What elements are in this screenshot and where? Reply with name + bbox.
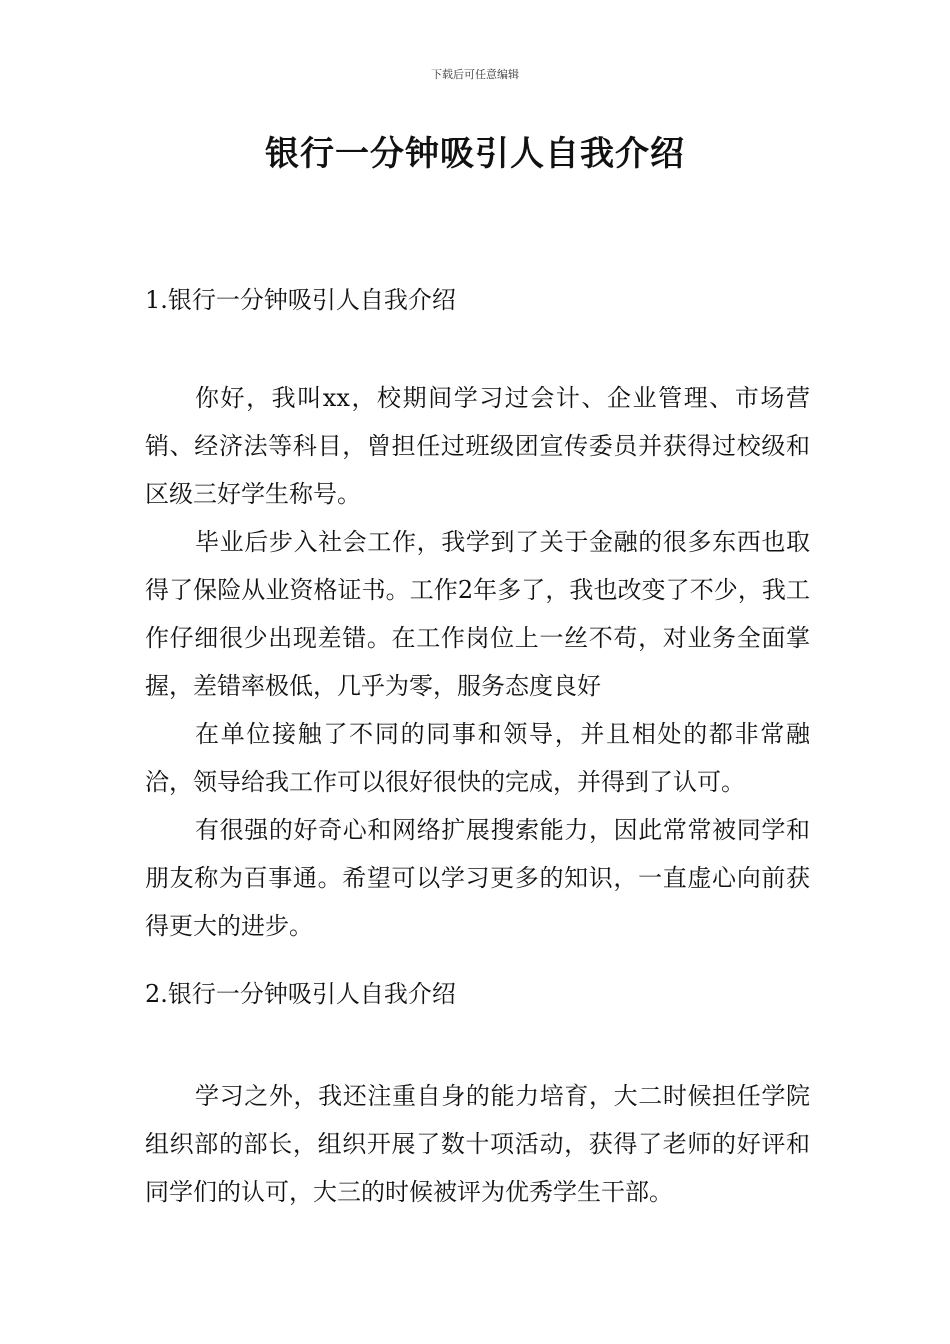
document-title: 银行一分钟吸引人自我介绍 — [265, 134, 685, 174]
header-note: 下载后可任意编辑 — [431, 68, 519, 81]
section-2-body — [145, 1072, 810, 1216]
section-heading-1: 1.银行一分钟吸引人自我介绍 — [145, 286, 456, 314]
paragraph: 有很强的好奇心和网络扩展搜索能力，因此常常被同学和朋友称为百事通。希望可以学习更多的知识，一直虚心向前获得更大的进步。 — [145, 816, 810, 940]
paragraph: 毕业后步入社会工作，我学到了关于金融的很多东西也取得了保险从业资格证书。工作2年多了，我也改变了不少，我工作仔细很少出现差错。在工作岗位上一丝不苟，对业务全面掌握，差错率极低，几乎为零，服务态度良好 — [145, 528, 810, 700]
paragraph: 你好，我叫xx，校期间学习过会计、企业管理、市场营销、经济法等科目，曾担任过班级团宣传委员并获得过校级和区级三好学生称号。 — [145, 384, 810, 508]
paragraph: 学习之外，我还注重自身的能力培育，大二时候担任学院组织部的部长，组织开展了数十项活动，获得了老师的好评和同学们的认可，大三的时候被评为优秀学生干部。 — [145, 1082, 810, 1206]
section-heading-2: 2.银行一分钟吸引人自我介绍 — [145, 980, 456, 1008]
section-1-body — [145, 374, 810, 950]
paragraph: 在单位接触了不同的同事和领导，并且相处的都非常融洽，领导给我工作可以很好很快的完成，并得到了认可。 — [145, 720, 810, 796]
